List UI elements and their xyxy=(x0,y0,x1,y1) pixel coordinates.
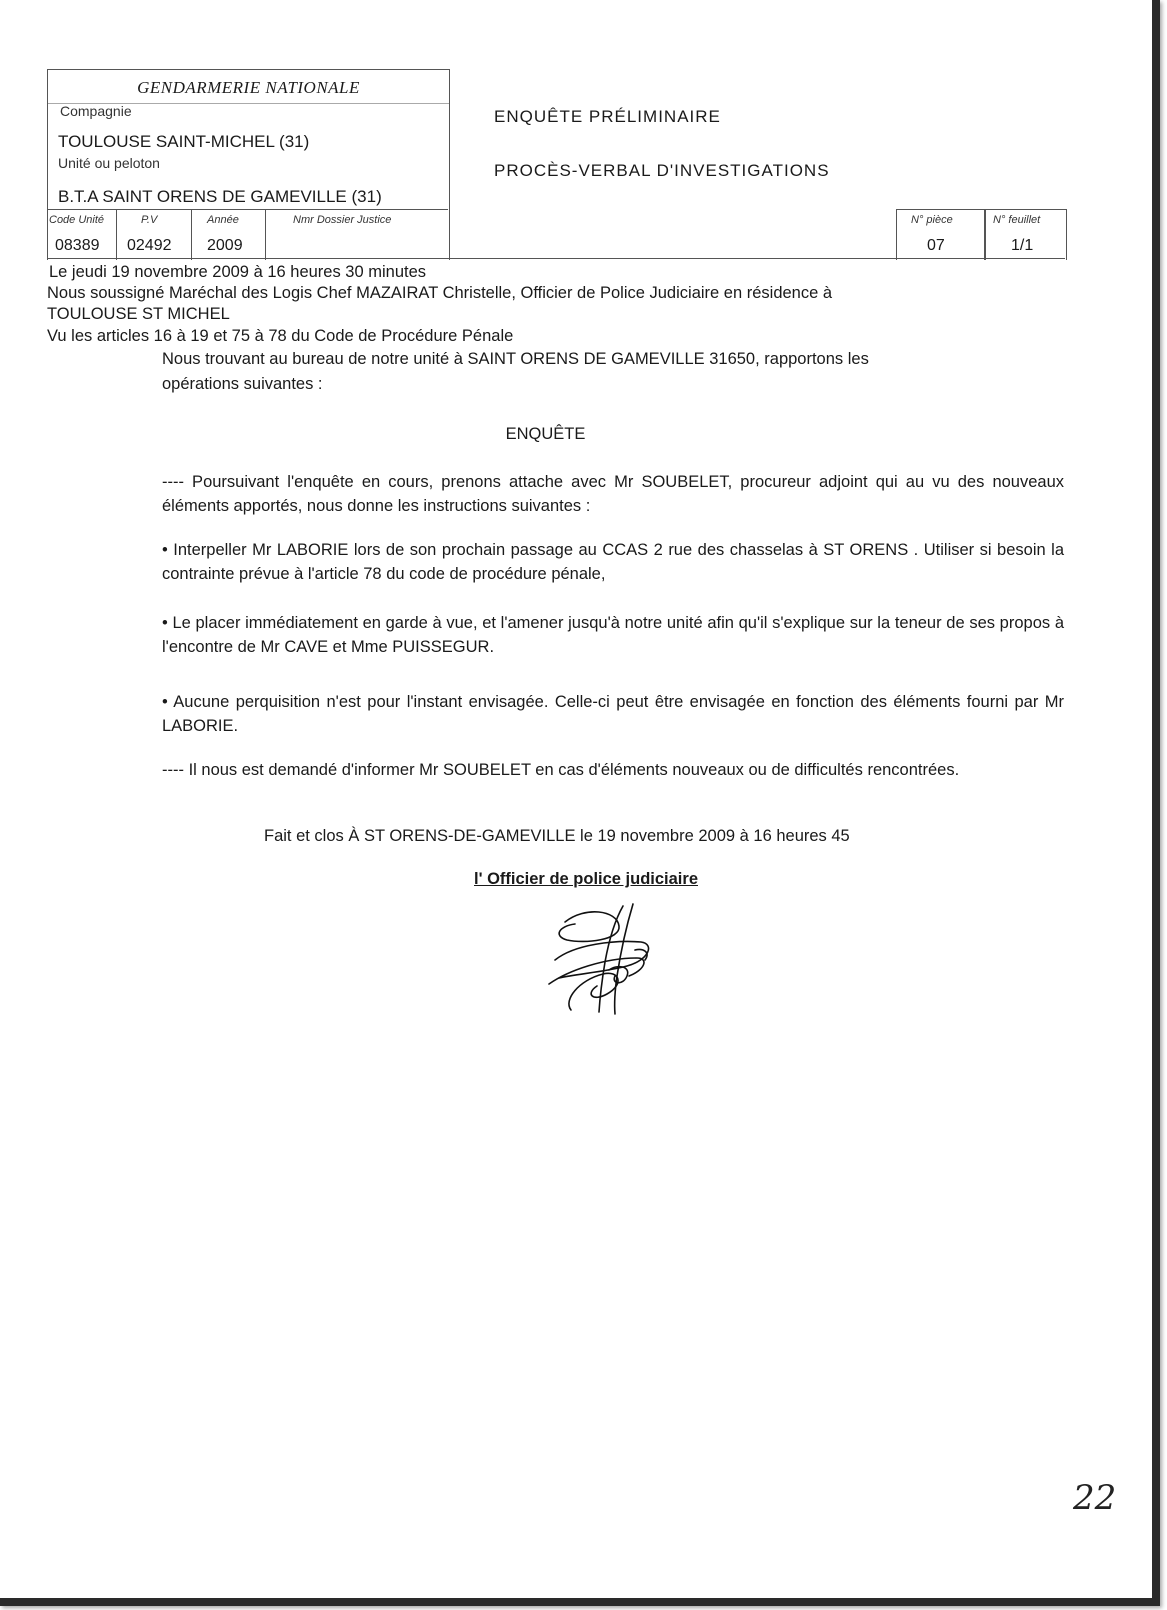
intro-line-5: Nous trouvant au bureau de notre unité à SAINT ORENS DE GAMEVILLE 31650, rapportons les xyxy=(162,350,869,368)
compagnie-value: TOULOUSE SAINT-MICHEL (31) xyxy=(58,132,310,151)
code-unite-value: 08389 xyxy=(55,237,100,254)
paragraph-2: • Interpeller Mr LABORIE lors de son prochain passage au CCAS 2 rue des chasselas à ST ORENS . Utiliser si besoin la contrainte prévue à l'article 78 du code de procédure pénale, xyxy=(162,541,1064,583)
feuillet-value: 1/1 xyxy=(1011,237,1034,254)
page-number: 22 xyxy=(1073,1478,1117,1518)
annee-value: 2009 xyxy=(207,237,243,254)
pv-label: P.V xyxy=(141,214,158,226)
piece-box xyxy=(896,209,986,260)
signature-icon xyxy=(545,900,665,1018)
compagnie-label: Compagnie xyxy=(60,103,132,119)
title-main: ENQUÊTE PRÉLIMINAIRE xyxy=(494,107,721,126)
feuillet-label: N° feuillet xyxy=(993,214,1041,226)
section-title: ENQUÊTE xyxy=(505,425,586,443)
paragraph-5: ---- Il nous est demandé d'informer Mr SOUBELET en cas d'éléments nouveaux ou de difficultés rencontrées. xyxy=(162,761,960,779)
feuillet-box xyxy=(984,209,1067,260)
closing-line: Fait et clos À ST ORENS-DE-GAMEVILLE le 19 novembre 2009 à 16 heures 45 xyxy=(264,827,850,845)
annee-label: Année xyxy=(207,214,239,226)
codes-row xyxy=(47,209,448,260)
org-name: GENDARMERIE NATIONALE xyxy=(137,78,360,97)
code-unite-label: Code Unité xyxy=(49,214,105,226)
intro-line-4: Vu les articles 16 à 19 et 75 à 78 du Code de Procédure Pénale xyxy=(47,327,514,345)
paragraph-4: • Aucune perquisition n'est pour l'instant envisagée. Celle-ci peut être envisagée en fonction des éléments fourni par Mr LABORIE. xyxy=(162,693,1064,735)
dossier-label: Nmr Dossier Justice xyxy=(293,214,392,226)
intro-line-3: TOULOUSE ST MICHEL xyxy=(47,305,230,323)
intro-line-6: opérations suivantes : xyxy=(162,375,323,393)
pv-value: 02492 xyxy=(127,237,172,254)
intro-line-1: Le jeudi 19 novembre 2009 à 16 heures 30 minutes xyxy=(49,263,427,281)
signature-label: l' Officier de police judiciaire xyxy=(474,870,698,888)
intro-line-2: Nous soussigné Maréchal des Logis Chef MAZAIRAT Christelle, Officier de Police Judiciaire en résidence à xyxy=(47,284,833,302)
piece-value: 07 xyxy=(927,237,945,254)
unite-label: Unité ou peloton xyxy=(58,155,160,171)
title-sub: PROCÈS-VERBAL D'INVESTIGATIONS xyxy=(494,161,830,180)
paragraph-3: • Le placer immédiatement en garde à vue, et l'amener jusqu'à notre unité afin qu'il s'explique sur la teneur de ses propos à l'encontre de Mr CAVE et Mme PUISSEGUR. xyxy=(162,614,1064,656)
header-baseline xyxy=(47,258,1065,259)
paragraph-1: ---- Poursuivant l'enquête en cours, prenons attache avec Mr SOUBELET, procureur adjoint qui au vu des nouveaux éléments apportés, nous donne les instructions suivantes : xyxy=(162,473,1064,515)
piece-label: N° pièce xyxy=(911,214,953,226)
unite-value: B.T.A SAINT ORENS DE GAMEVILLE (31) xyxy=(58,187,382,206)
